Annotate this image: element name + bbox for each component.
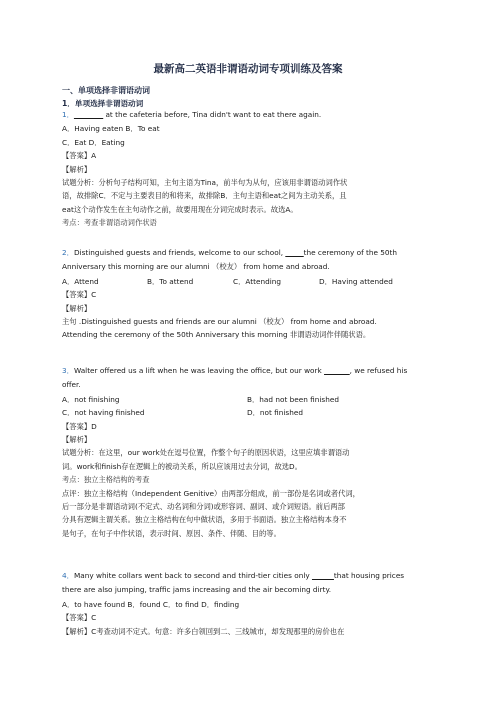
analysis-text: 试题分析：在这里，our work处在逗号位置，作整个句子的原因状语，这里应填非谓语动 (62, 448, 350, 458)
options-row-2: C．Eat D．Eating (62, 137, 125, 147)
options-row: A．to have found B．found C．to find D．finding (62, 599, 240, 609)
option-c: C．not having finished (62, 408, 145, 418)
answer-label: 【答案】D (62, 421, 97, 431)
analysis-text: Attending the ceremony of the 50th Anniversary this morning 非谓语动词作伴随状语。 (62, 330, 371, 340)
analysis-text: eat这个动作发生在主句动作之前，故要用现在分词完成时表示。故选A。 (62, 204, 298, 214)
analysis-text: 语，故排除C．不定与主要表目的和将来，故排除B．主句主语和eat之间为主动关系，且 (62, 191, 347, 201)
stem-text: the ceremony of the 50th (303, 248, 398, 257)
question-number: 4． (62, 571, 74, 580)
answer-blank: _____ (285, 248, 304, 257)
answer-label: 【答案】C (62, 290, 97, 300)
answer-blank: ________ (73, 110, 104, 119)
section-heading: 一、单项选择非谓语动词 (62, 86, 150, 95)
stem-text: , we refused his (349, 366, 408, 375)
answer-blank: ______ (312, 571, 334, 580)
options-row-2 (62, 407, 440, 419)
knowledge-point: 考点：独立主格结构的考查 (62, 475, 150, 485)
stem-text: offer. (62, 380, 81, 390)
stem-text: Distinguished guests and friends, welcome to our school, (73, 248, 286, 257)
option-a: A．not finishing (62, 394, 120, 404)
document-title: 最新高二英语非谓语动词专项训练及答案 (153, 63, 343, 75)
question-1-stem (62, 109, 440, 121)
options-row-1: A．Having eaten B．To eat (62, 124, 160, 134)
comment-text: 是句子，在句子中作状语，表示时间、原因、条件、伴随、目的等。 (62, 528, 281, 538)
question-number: 3． (62, 366, 74, 375)
options-row-1 (62, 394, 440, 406)
analysis-label: 【解析】 (62, 164, 92, 174)
option-c: C．Attending (233, 276, 282, 286)
answer-label: 【答案】A (62, 151, 97, 161)
comment-text: 点评：独立主格结构（Independent Genitive）由两部分组成，前一部份是名词或者代词， (62, 488, 360, 498)
option-b: B．had not been finished (247, 394, 339, 404)
stem-text: Walter offered us a lift when he was leaving the office, but our work (73, 366, 325, 375)
question-1 (62, 109, 440, 230)
option-d: D．not finished (247, 408, 303, 418)
analysis-text: 词。work和finish存在逻辑上的被动关系，所以应该用过去分词，故选D。 (62, 461, 302, 471)
subsection-heading: 1．单项选择非谓语动词 (62, 99, 144, 108)
question-2-stem (62, 247, 440, 259)
option-d: D．Having attended (319, 276, 393, 286)
question-2 (62, 247, 440, 342)
analysis-text: 试题分析：分析句子结构可知，主句主语为Tina，前半句为从句，应该用非谓语动词作状 (62, 178, 348, 188)
question-number: 2． (62, 248, 74, 257)
analysis-text: 主句 .Distinguished guests and friends are our alumni （校友） from home and abroad. (62, 317, 377, 327)
analysis-label: 【解析】 (62, 303, 92, 313)
comment-text: 后一部分是非谓语动词(不定式、动名词和分词)或形容词、副词、或介词短语。前后两部 (62, 502, 345, 512)
analysis-text: 【解析】C考查动词不定式。句意：许多白领回到二、三线城市，却发现那里的房价也在 (62, 626, 345, 636)
option-b: B．To attend (147, 276, 194, 286)
stem-text: that housing prices (333, 571, 405, 580)
knowledge-point: 考点：考查非谓语动词作状语 (62, 218, 157, 228)
question-3 (62, 365, 440, 540)
stem-text: at the cafeteria before, Tina didn't want to eat there again. (103, 110, 322, 119)
question-4-stem (62, 570, 440, 582)
stem-text: Anniversary this morning are our alumni （校友） from home and abroad. (62, 262, 330, 272)
answer-label: 【答案】C (62, 613, 97, 623)
question-3-stem (62, 365, 440, 377)
option-a: A．Attend (62, 276, 99, 286)
options-row (62, 276, 440, 288)
answer-blank: _______ (324, 366, 350, 375)
stem-text: there are also jumping, traffic jams increasing and the air becoming dirty. (62, 585, 332, 595)
stem-text: Many white collars went back to second and third-tier cities only (73, 571, 312, 580)
question-number: 1． (62, 110, 74, 119)
analysis-label: 【解析】 (62, 435, 92, 445)
comment-text: 分具有逻辑主谓关系。独立主格结构在句中做状语，多用于书面语。独立主格结构本身不 (62, 515, 347, 525)
question-4 (62, 570, 440, 638)
